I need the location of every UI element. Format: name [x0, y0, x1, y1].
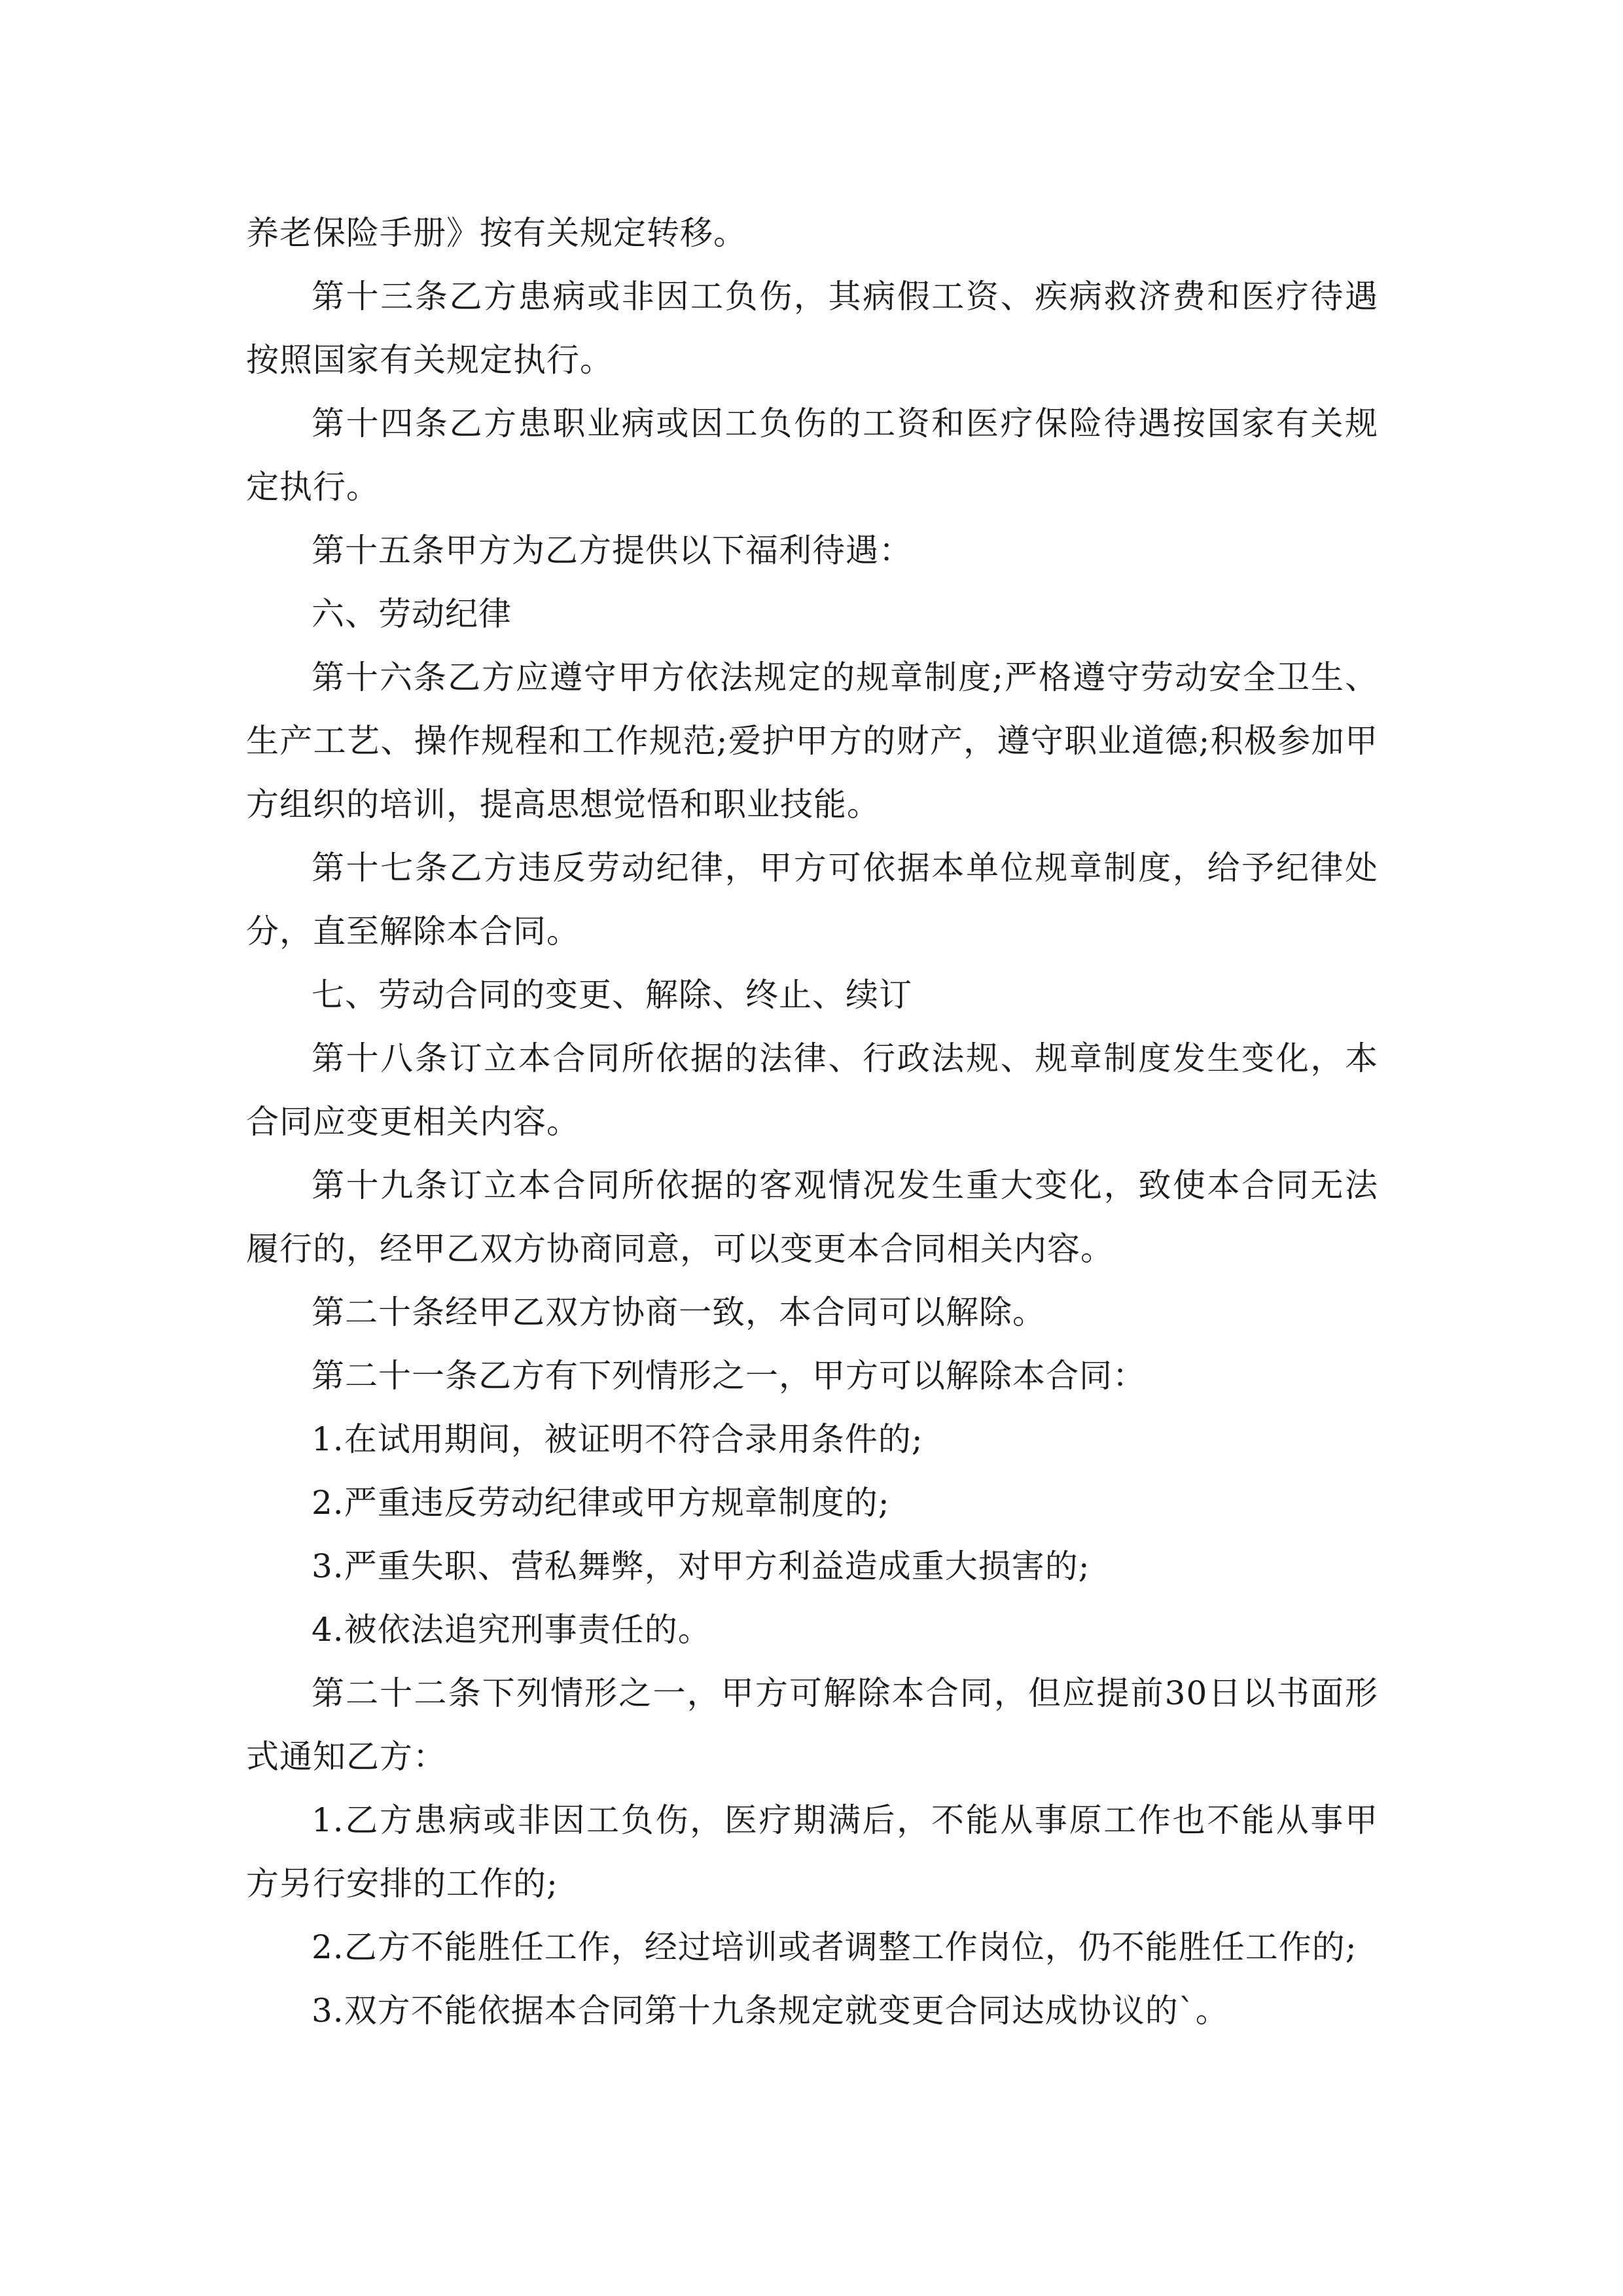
document-body	[246, 202, 1378, 2043]
list-item: 2.乙方不能胜任工作，经过培训或者调整工作岗位，仍不能胜任工作的;	[312, 1928, 1357, 1966]
paragraph: 第十七条乙方违反劳动纪律，甲方可依据本单位规章制度，给予纪律处分，直至解除本合同。	[246, 849, 1378, 950]
section-heading: 七、劳动合同的变更、解除、终止、续订	[312, 976, 912, 1014]
list-item: 3.双方不能依据本合同第十九条规定就变更合同达成协议的`。	[312, 1992, 1229, 2030]
paragraph: 第二十二条下列情形之一，甲方可解除本合同，但应提前30日以书面形式通知乙方：	[246, 1674, 1378, 1776]
list-item: 3.严重失职、营私舞弊，对甲方利益造成重大损害的;	[312, 1547, 1090, 1585]
paragraph: 养老保险手册》按有关规定转移。	[246, 214, 747, 252]
paragraph: 第十五条甲方为乙方提供以下福利待遇：	[312, 531, 912, 569]
section-heading: 六、劳动纪律	[312, 595, 512, 633]
list-item: 4.被依法追究刑事责任的。	[312, 1611, 711, 1649]
paragraph: 第二十一条乙方有下列情形之一，甲方可以解除本合同：	[312, 1357, 1146, 1395]
paragraph: 第二十条经甲乙双方协商一致，本合同可以解除。	[312, 1293, 1046, 1331]
paragraph: 第十三条乙方患病或非因工负伤，其病假工资、疾病救济费和医疗待遇按照国家有关规定执行。	[246, 278, 1378, 379]
paragraph: 第十八条订立本合同所依据的法律、行政法规、规章制度发生变化，本合同应变更相关内容。	[246, 1039, 1378, 1141]
paragraph: 第十六条乙方应遵守甲方依法规定的规章制度;严格遵守劳动安全卫生、生产工艺、操作规程和工作规范;爱护甲方的财产，遵守职业道德;积极参加甲方组织的培训，提高思想觉悟和职业技能。	[246, 658, 1378, 823]
paragraph: 第十四条乙方患职业病或因工负伤的工资和医疗保险待遇按国家有关规定执行。	[246, 404, 1378, 506]
list-item: 2.严重违反劳动纪律或甲方规章制度的;	[312, 1484, 890, 1522]
list-item: 1.在试用期间，被证明不符合录用条件的;	[312, 1420, 923, 1458]
list-item: 1.乙方患病或非因工负伤，医疗期满后，不能从事原工作也不能从事甲方另行安排的工作的;	[246, 1801, 1378, 1903]
paragraph: 第十九条订立本合同所依据的客观情况发生重大变化，致使本合同无法履行的，经甲乙双方协商同意，可以变更本合同相关内容。	[246, 1166, 1378, 1268]
